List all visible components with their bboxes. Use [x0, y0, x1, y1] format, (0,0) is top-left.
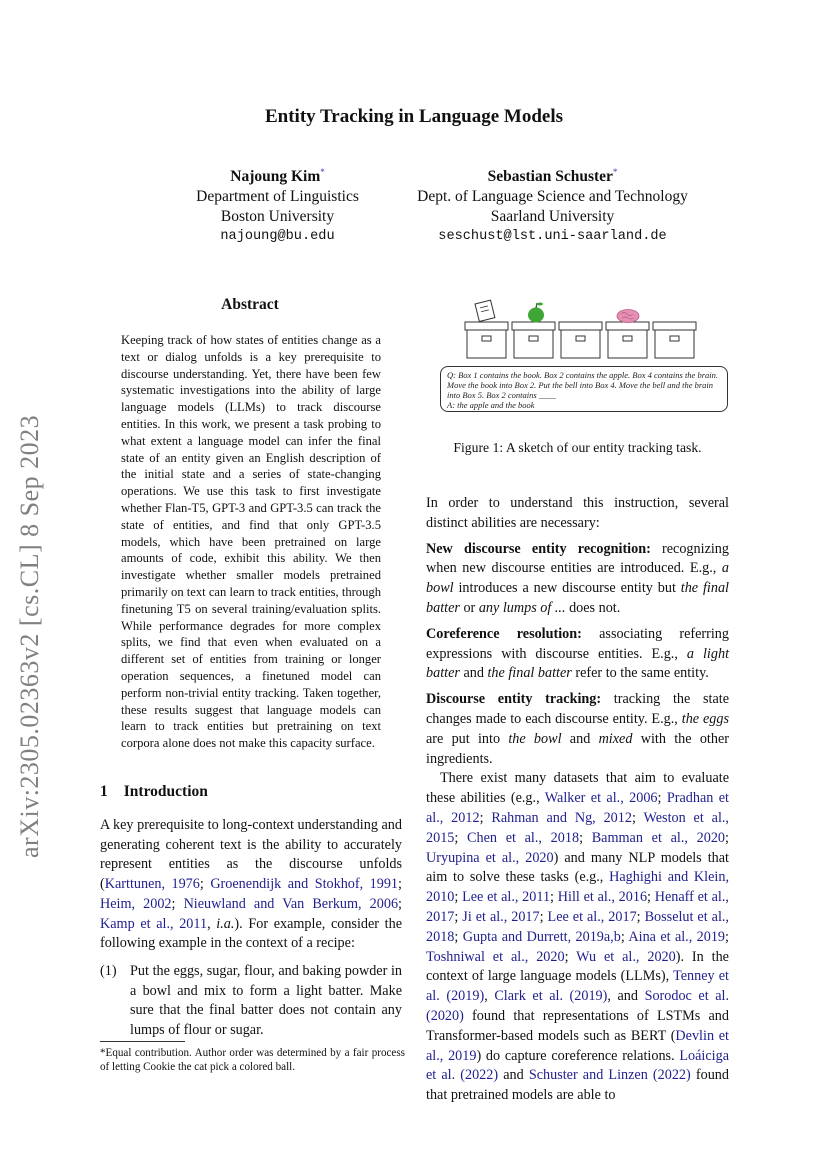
text: associating referring expressions with discourse entities. E.g., — [426, 625, 729, 662]
citation-link[interactable]: Rahman and Ng, 2012 — [491, 809, 632, 826]
box-handle — [576, 336, 585, 341]
citation-link[interactable]: Schuster and Linzen (2022) — [528, 1067, 691, 1084]
author-email[interactable]: seschust@lst.uni-saarland.de — [438, 229, 667, 245]
box-lid — [653, 322, 696, 330]
box-lid — [606, 322, 649, 330]
box-body — [514, 330, 553, 358]
text: There exist many datasets that aim to evaluate these abilities (e.g., — [426, 770, 729, 807]
abstract-text: Keeping track of how states of entities change as a text or dialog unfolds is a key prerequisite to discourse understanding. Yet, there have been few systematic investigations into the ability of large language models (LLMs) to track discourse entities. In this work, we present a task probing to what extent a language model can infer the final state of an entity given an English description of the initial state and a series of state-changing operations. We use this task to first investigate whether Flan-T5, GPT-3 and GPT-3.5 can track the state of entities, and find that only GPT-3.5 models, which have been pretrained on large amounts of code, exhibit this ability. We then investigate whether smaller models pretrained primarily on text can learn to track entities, through finetuning T5 on several training/evaluation splits. While performance degrades for more complex splits, we find that even when evaluated on a different set of entities from training or longer operation sequences, a finetuned model can perform non-trivial entity tracking. Taken together, these results suggest that language models can learn to track entities but pretraining on text corpora alone does not make this capacity surface. — [121, 333, 381, 751]
text: , and — [607, 988, 645, 1005]
citation-link[interactable]: Haghighi and Klein, 2010 — [426, 869, 730, 906]
italic-text: a light batter — [426, 645, 730, 682]
citation-link[interactable]: Sorodoc et al. (2020) — [426, 988, 730, 1024]
box-body — [655, 330, 694, 358]
paragraph — [426, 690, 729, 769]
text: ). In the context of large language models (LLMs), — [426, 948, 729, 985]
citation-link[interactable]: Loáiciga et al. (2022) — [426, 1047, 729, 1084]
figure-answer: A: the apple and the book — [447, 400, 535, 410]
citation-link[interactable]: Aina et al., 2019 — [628, 928, 726, 945]
box-handle — [670, 336, 679, 341]
ia-text: i.a. — [216, 915, 235, 932]
section-heading — [100, 783, 208, 801]
author-name: Najoung Kim — [230, 168, 321, 186]
text: tracking the state changes made to each discourse entity. E.g., — [426, 691, 729, 727]
author-2 — [395, 162, 710, 247]
apple-icon — [528, 303, 544, 323]
box-handle — [623, 336, 632, 341]
footnote-rule — [100, 1041, 185, 1042]
citation-link[interactable]: Lee et al., 2017 — [547, 908, 637, 925]
box-lid — [559, 322, 602, 330]
citation-link[interactable]: Pradhan et al., 2012 — [426, 790, 729, 826]
author-name: Sebastian Schuster — [487, 168, 613, 186]
footnote: *Equal contribution. Author order was determined by a fair process of letting Cookie the cat pick a colored ball. — [100, 1047, 405, 1073]
figure-question-box — [440, 366, 728, 412]
citation-link[interactable]: Tenney et al. (2019) — [426, 968, 729, 1005]
citation-link[interactable]: Uryupina et al., 2020 — [426, 849, 554, 866]
italic-text: the final batter — [426, 580, 729, 616]
paragraph: In order to understand this instruction, several distinct abilities are necessary: — [426, 495, 729, 531]
citation-link[interactable]: Groenendijk and Stokhof, 1991 — [210, 876, 399, 893]
citation-link[interactable]: Hill et al., 2016 — [557, 889, 648, 906]
author-mark: * — [612, 167, 618, 177]
arxiv-sidebar-stamp: arXiv:2305.02363v2 [cs.CL] 8 Sep 2023 — [15, 414, 44, 858]
section-number: 1 — [100, 783, 108, 800]
text: or — [459, 599, 479, 616]
paragraph: There exist many datasets that aim to evaluate these abilities (e.g., Walker et al., 2006; Pradhan et al., 2012; Rahman and Ng, 2012; Weston et al., 2015; Chen et al., 2018; Bamman et al., 2020; Uryupina et al., 2020) and many NLP models that aim to solve these tasks (e.g., Haghighi and Klein, 2010; Lee et al., 2011; Hill et al., 2016; Henaff et al., 2017; Ji et al., 2017; Lee et al., 2017; Bosselut et al., 2018; Gupta and Durrett, 2019a,b; Aina et al., 2019; Toshniwal et al., 2020; Wu et al., 2020). In the context of large language models (LLMs), Tenney et al. (2019), Clark et al. (2019), and Sorodoc et al. (2020) found that representations of LSTMs and Transformer-based models such as BERT (Devlin et al., 2019) do capture coreference relations. Loáiciga et al. (2022) and Schuster and Linzen (2022) found that pretrained models are able to — [426, 770, 730, 1104]
citation-link[interactable]: Lee et al., 2011 — [462, 889, 551, 906]
italic-text: the final batter — [487, 665, 572, 682]
text: and — [561, 730, 599, 747]
bold-heading: Discourse entity tracking: — [426, 691, 602, 708]
text: refer to the same entity. — [571, 665, 709, 682]
citation-link[interactable]: Clark et al. (2019) — [494, 988, 608, 1005]
brain-icon — [617, 310, 639, 323]
box-body — [561, 330, 600, 358]
text: found that pretrained models are able to — [426, 1067, 729, 1104]
paper-title: Entity Tracking in Language Models — [264, 106, 564, 127]
citation-link[interactable]: Gupta and Durrett, 2019a,b — [462, 928, 621, 945]
author-affiliation: Department of Linguistics — [196, 188, 359, 206]
citation-link[interactable]: Henaff et al., 2017 — [426, 889, 729, 925]
italic-text: the bowl — [508, 730, 562, 747]
citation-link[interactable]: Toshniwal et al., 2020 — [426, 948, 565, 965]
text: does not. — [565, 599, 621, 616]
text: and — [498, 1067, 529, 1084]
italic-text: mixed — [598, 730, 633, 747]
citation-link[interactable]: Walker et al., 2006 — [544, 790, 658, 807]
citation-link[interactable]: Heim, 2002 — [100, 895, 172, 912]
box-body — [467, 330, 506, 358]
abstract-heading: Abstract — [221, 296, 279, 313]
text: recognizing when new discourse entities are introduced. E.g., — [426, 540, 729, 577]
bold-heading: New discourse entity recognition: — [426, 540, 651, 557]
text: found that representations of LSTMs and Transformer-based models such as BERT ( — [426, 1007, 729, 1044]
intro-paragraph: A key prerequisite to long-context understanding and generating coherent text is the ability to accurately represent entities as the discourse unfolds (Karttunen, 1976; Groenendijk and Stokhof, 1991; Heim, 2002; Nieuwland and Van Berkum, 2006; Kamp et al., 2011, i.a.). For example, consider the following example in the context of a recipe: — [100, 817, 403, 952]
paragraph — [426, 540, 729, 619]
citation-link[interactable]: Nieuwland and Van Berkum, 2006 — [183, 895, 399, 912]
citation-link[interactable]: Karttunen, 1976 — [104, 876, 200, 893]
citation-link[interactable]: Wu et al., 2020 — [576, 948, 676, 965]
right-column — [426, 494, 729, 1106]
text: with the other ingredients. — [426, 730, 729, 767]
text: ) and many NLP models that aim to solve these tasks (e.g., — [426, 849, 729, 886]
figure-caption: Figure 1: A sketch of our entity tracking task. — [453, 440, 702, 455]
paragraph — [426, 625, 729, 684]
text: introduces a new discourse entity but — [453, 580, 681, 597]
author-institution: Saarland University — [490, 208, 615, 226]
citation-link[interactable]: Bamman et al., 2020 — [591, 829, 726, 846]
author-email[interactable]: najoung@bu.edu — [220, 229, 335, 245]
author-mark: * — [320, 167, 325, 177]
example-number: (1) — [100, 963, 117, 979]
box-lid — [512, 322, 555, 330]
box-lid — [465, 322, 508, 330]
bold-heading: Coreference resolution: — [426, 625, 582, 642]
example-1 — [100, 962, 402, 1041]
book-icon — [475, 300, 495, 321]
section-title: Introduction — [123, 783, 208, 800]
italic-text: the eggs — [681, 710, 730, 727]
box-body — [608, 330, 647, 358]
text: ) do capture coreference relations. — [476, 1047, 680, 1064]
italic-text: a bowl — [426, 560, 729, 597]
text: are put into — [426, 730, 509, 747]
citation-link[interactable]: Chen et al., 2018 — [467, 829, 580, 846]
author-affiliation: Dept. of Language Science and Technology — [417, 188, 688, 206]
citation-link[interactable]: Devlin et al., 2019 — [426, 1027, 729, 1064]
italic-text: any lumps of ... — [478, 599, 566, 616]
text: ). For example, consider the following example in the context of a recipe: — [100, 915, 403, 952]
figure-question: Q: Box 1 contains the book. Box 2 contains the apple. Box 4 contains the brain. Move the book into Box 2. Put the bell into Box 4. Move the bell and the brain into Box 5. Box 2 contains ____ — [447, 370, 719, 400]
author-institution: Boston University — [220, 208, 335, 226]
box-handle — [529, 336, 538, 341]
box-handle — [482, 336, 491, 341]
citation-link[interactable]: Bosselut et al., 2018 — [426, 908, 729, 945]
citation-link[interactable]: Kamp et al., 2011 — [100, 915, 208, 932]
text: and — [459, 665, 488, 682]
citation-link[interactable]: Ji et al., 2017 — [462, 908, 540, 925]
author-1 — [150, 162, 405, 247]
example-text: Put the eggs, sugar, flour, and baking powder in a bowl and mix to form a light batter. Make sure that the final batter does not contain any lumps of flour or sugar. — [130, 963, 402, 1039]
text: A key prerequisite to long-context understanding and generating coherent text is the ability to accurately represent entities as the discourse unfolds ( — [100, 817, 402, 893]
citation-link[interactable]: Weston et al., 2015 — [426, 809, 729, 846]
